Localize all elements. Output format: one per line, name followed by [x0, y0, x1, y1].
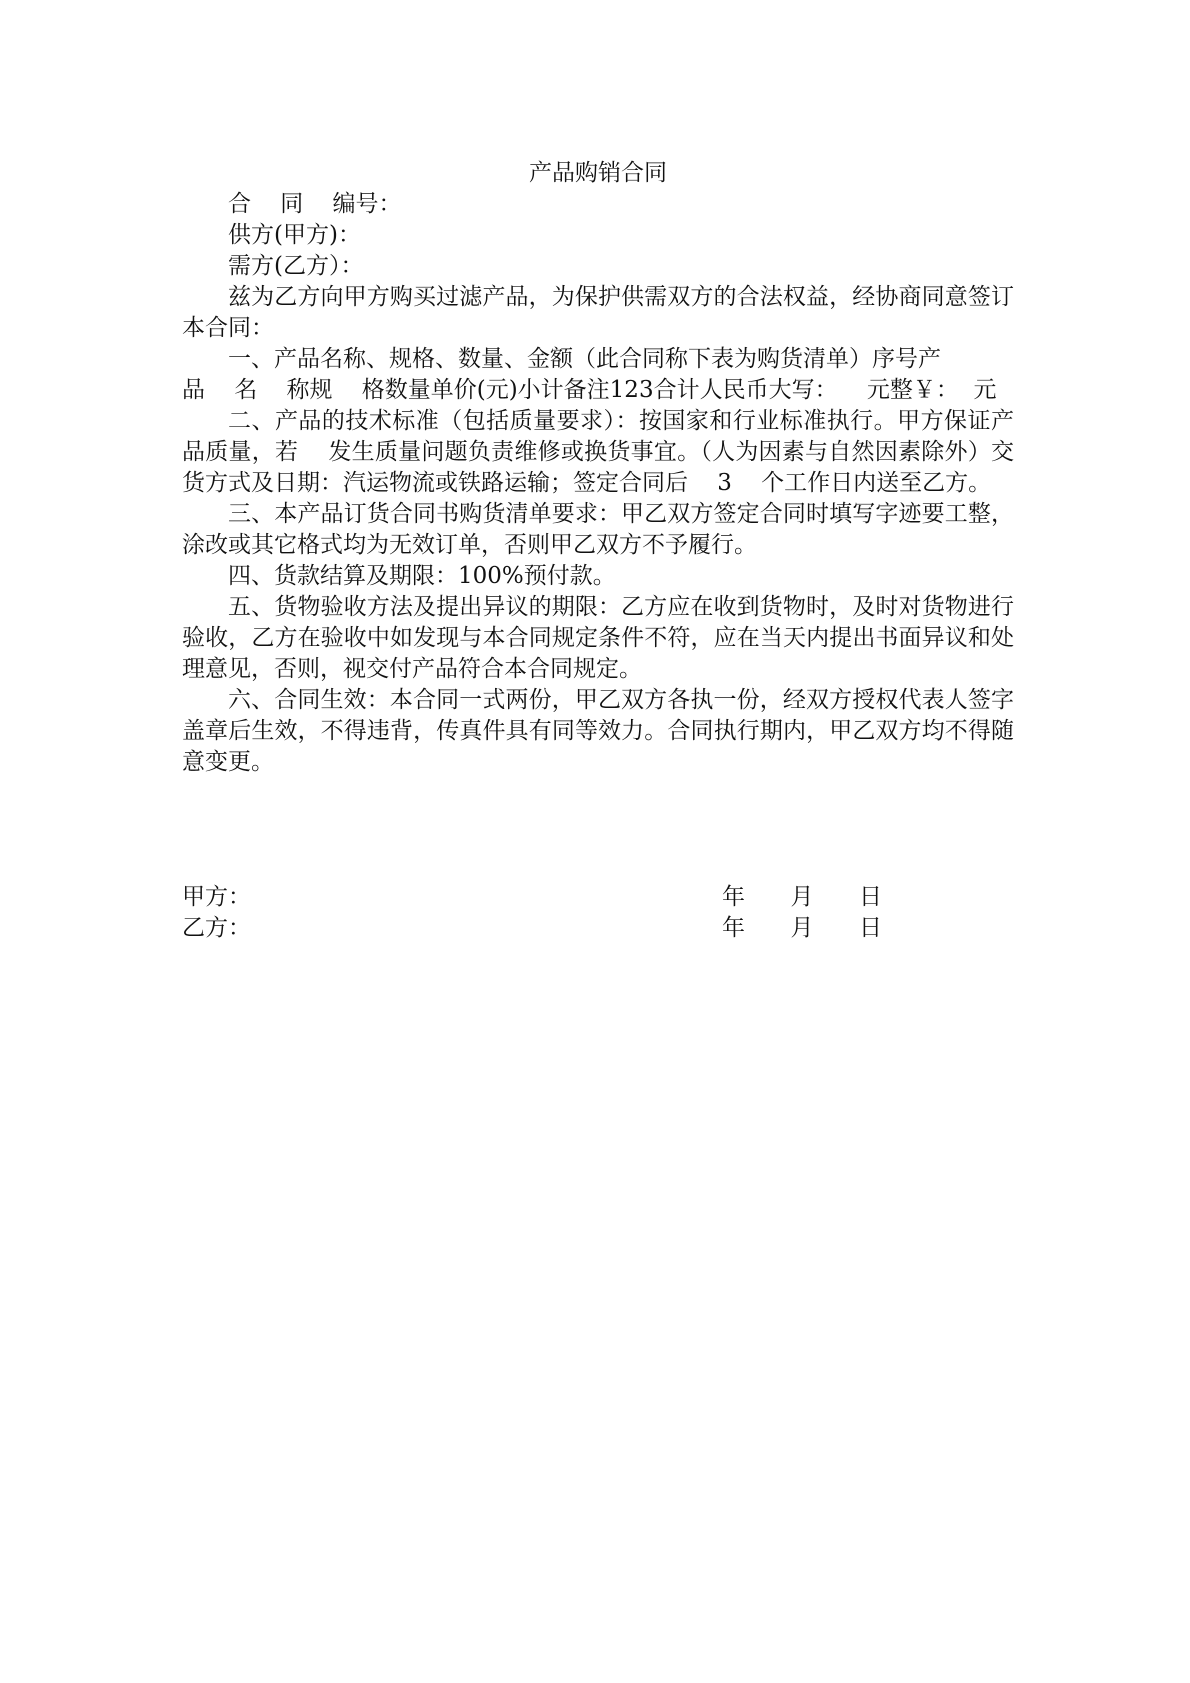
buyer-line: 需方(乙方）： [228, 253, 364, 279]
signature-row-party-b [182, 913, 882, 944]
contract-body [182, 158, 1014, 778]
document-title: 产品购销合同 [529, 160, 667, 186]
year-label: 年 [722, 884, 745, 910]
month-label: 月 [790, 884, 814, 910]
section-6-paragraph: 六、合同生效：本合同一式两份，甲乙双方各执一份，经双方授权代表人签字盖章后生效，不得违背，传真件具有同等效力。合同执行期内，甲乙双方均不得随意变更。 [182, 687, 1014, 775]
supplier-line: 供方(甲方)： [228, 222, 361, 248]
party-a-date [722, 882, 882, 913]
party-b-date [722, 913, 882, 944]
section-1-line-1: 一、产品名称、规格、数量、金额（此合同称下表为购货清单）序号产 [228, 346, 941, 372]
section-3-paragraph: 三、本产品订货合同书购货清单要求：甲乙双方签定合同时填写字迹要工整，涂改或其它格式均为无效订单，否则甲乙双方不予履行。 [182, 501, 1014, 558]
party-b-label: 乙方： [182, 915, 251, 941]
party-a-label: 甲方： [182, 884, 251, 910]
section-5-paragraph: 五、货物验收方法及提出异议的期限：乙方应在收到货物时，及时对货物进行验收，乙方在验收中如发现与本合同规定条件不符，应在当天内提出书面异议和处理意见，否则，视交付产品符合本合同规定。 [182, 594, 1014, 682]
year-label: 年 [722, 915, 745, 941]
section-4-paragraph: 四、货款结算及期限：100%预付款。 [228, 563, 616, 589]
day-label: 日 [859, 915, 882, 941]
signature-row-party-a [182, 882, 882, 913]
contract-number-line: 合 同 编号： [228, 191, 402, 217]
section-2-paragraph: 二、产品的技术标准（包括质量要求）：按国家和行业标准执行。甲方保证产品质量，若 发生质量问题负责维修或换货事宜。（人为因素与自然因素除外）交货方式及日期：汽运物流或铁路运输；签定合同后 3 个工作日内送至乙方。 [182, 408, 1014, 496]
month-label: 月 [790, 915, 814, 941]
day-label: 日 [859, 884, 882, 910]
section-1-line-2: 品 名 称规 格数量单价(元)小计备注123合计人民币大写： 元整￥： 元 [182, 377, 997, 403]
signature-block [182, 882, 882, 944]
intro-paragraph: 兹为乙方向甲方购买过滤产品，为保护供需双方的合法权益，经协商同意签订本合同： [182, 284, 1014, 341]
